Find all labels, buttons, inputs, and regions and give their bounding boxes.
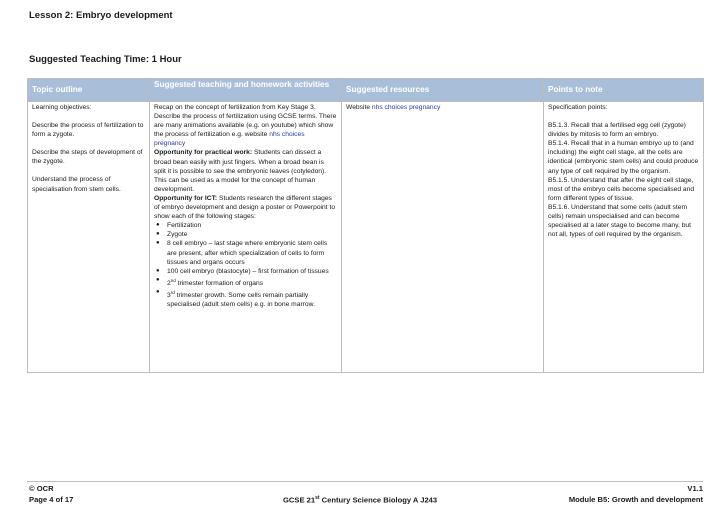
spec-point: B5.1.6. Understand that some cells (adult stem cells) remain unspecialised and can become specialised at a later stage to become many, but not all, types of cell required by the organism. <box>548 203 691 239</box>
ordinal-suffix: nd <box>170 277 176 283</box>
objective-item: Describe the steps of development of the zygote. <box>32 149 143 166</box>
ict-opportunity <box>154 194 337 221</box>
nhs-choices-resource-link[interactable]: nhs choices pregnancy <box>371 104 441 111</box>
course-title <box>283 495 437 505</box>
list-item: ● Fertilization <box>167 221 337 230</box>
header-activities: Suggested teaching and homework activities <box>150 79 342 102</box>
course-prefix: GCSE 21 <box>283 495 316 505</box>
module-title: Module B5: Growth and development <box>568 495 703 504</box>
list-item: ● 8 cell embryo – last stage where embryonic stem cells are present, after which specialization of cells to form tissues and organs occurs <box>167 239 337 266</box>
table-row <box>28 102 704 373</box>
objective-item: Understand the process of specialisation from stem cells. <box>32 176 121 193</box>
copyright: © OCR <box>29 484 54 493</box>
activity-text <box>154 112 337 148</box>
activities-cell <box>150 102 342 373</box>
practical-opportunity <box>154 148 337 193</box>
activity-text-body: Describe the process of fertilization using GCSE terms. There are many animations available (e.g. on youtube) which show the process of fertilization e.g. website <box>154 113 337 139</box>
version: V1.1 <box>687 484 703 493</box>
lesson-title: Lesson 2: Embryo development <box>29 10 173 21</box>
spec-point: B5.1.5. Understand that after the eight cell stage, most of the embryo cells become specialised and form different types of tissue. <box>548 176 695 202</box>
header-points: Points to note <box>544 79 704 102</box>
list-item <box>167 276 337 288</box>
list-item <box>167 288 337 309</box>
page-number: Page 4 of 17 <box>29 495 74 504</box>
footer-divider <box>27 481 703 482</box>
course-ordinal: st <box>315 495 320 501</box>
spec-points-label: Specification points: <box>548 104 608 111</box>
list-item: ● Zygote <box>167 230 337 239</box>
resource-prefix: Website <box>346 104 372 111</box>
stage-number: 3 <box>167 292 171 300</box>
points-cell <box>544 102 704 373</box>
table-header-row <box>28 79 704 102</box>
stages-list <box>154 221 337 309</box>
nhs-choices-link[interactable]: nhs choices pregnancy <box>154 131 305 148</box>
resources-cell <box>342 102 544 373</box>
ict-text: Students research the different stages of embryo development and design a poster or Powerpoint to show each of the following stages: <box>154 194 336 221</box>
spec-point: B5.1.3. Recall that a fertilised egg cell (zygote) divides by mitosis to form an embryo. <box>548 122 686 139</box>
ordinal-suffix: rd <box>170 290 175 296</box>
objective-item: Describe the process of fertilization to form a zygote. <box>32 122 144 139</box>
teaching-time: Suggested Teaching Time: 1 Hour <box>29 54 182 65</box>
course-suffix: Century Science Biology A J243 <box>319 495 438 505</box>
practical-text: Students can dissect a broad bean easily with just fingers. When a broad bean is split it is possible to see the embryonic leaves (cotyledon). This can be used as a model for the concept of human development. <box>154 149 327 193</box>
learning-objectives-label: Learning objectives: <box>32 104 92 111</box>
list-item: ● 100 cell embryo (blastocyte) – first formation of tissues <box>167 267 337 276</box>
header-topic-outline: Topic outline <box>28 79 150 102</box>
lesson-table <box>27 78 704 373</box>
stage-text: trimester formation of organs <box>175 280 264 288</box>
stage-number: 2 <box>167 280 171 288</box>
activity-text: Recap on the concept of fertilization from Key Stage 3. <box>154 104 316 111</box>
topic-outline-cell <box>28 102 150 373</box>
practical-label: Opportunity for practical work: <box>154 149 253 157</box>
stage-text: trimester growth. Some cells remain partially specialised (adult stem cells) e.g. in bone marrow. <box>167 292 315 309</box>
ict-label: Opportunity for ICT: <box>154 194 218 202</box>
spec-point: B5.1.4. Recall that in a human embryo up to (and including) the eight cell stage, all the cells are identical (embryonic stem cells) and could produce any type of cell required by the organism. <box>548 140 699 175</box>
header-resources: Suggested resources <box>342 79 544 102</box>
